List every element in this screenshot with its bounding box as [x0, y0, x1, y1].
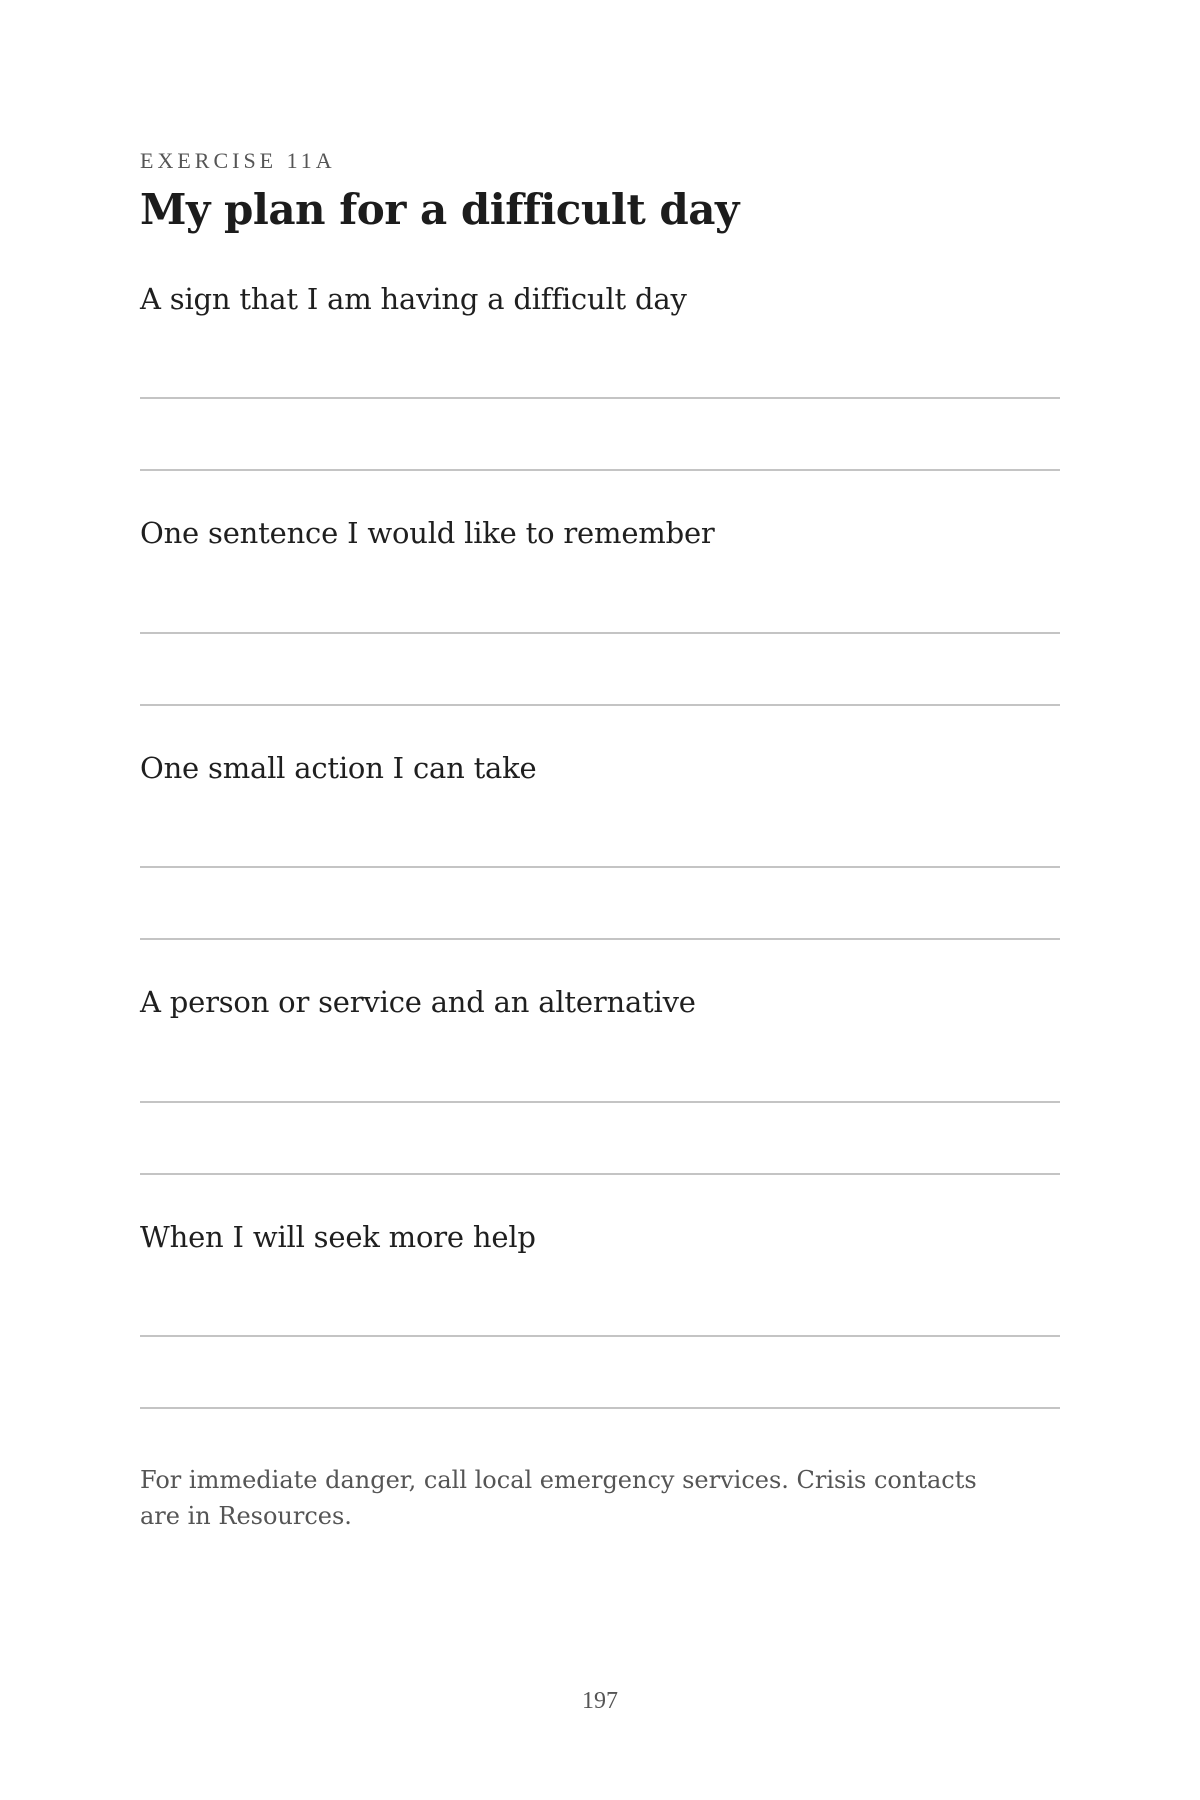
writing-line[interactable] [140, 1173, 1060, 1175]
worksheet-section [140, 1220, 1060, 1254]
worksheet-section [140, 985, 1060, 1019]
worksheet-section [140, 282, 1060, 316]
writing-line[interactable] [140, 1335, 1060, 1337]
writing-line[interactable] [140, 632, 1060, 634]
worksheet-section [140, 751, 1060, 785]
writing-line[interactable] [140, 1407, 1060, 1409]
section-prompt: When I will seek more help [140, 1220, 536, 1254]
writing-line[interactable] [140, 1101, 1060, 1103]
section-prompt: A sign that I am having a difficult day [140, 282, 687, 316]
writing-line[interactable] [140, 704, 1060, 706]
writing-line[interactable] [140, 469, 1060, 471]
page-title: My plan for a difficult day [140, 185, 739, 234]
writing-line[interactable] [140, 938, 1060, 940]
section-prompt: A person or service and an alternative [140, 985, 696, 1019]
footer-note: For immediate danger, call local emergency services. Crisis contacts are in Resources. [140, 1466, 977, 1530]
section-prompt: One sentence I would like to remember [140, 516, 715, 550]
writing-line[interactable] [140, 397, 1060, 399]
exercise-label: EXERCISE 11A [140, 148, 336, 173]
worksheet-section [140, 516, 1060, 550]
section-prompt: One small action I can take [140, 751, 537, 785]
page-number: 197 [582, 1688, 618, 1714]
writing-line[interactable] [140, 866, 1060, 868]
